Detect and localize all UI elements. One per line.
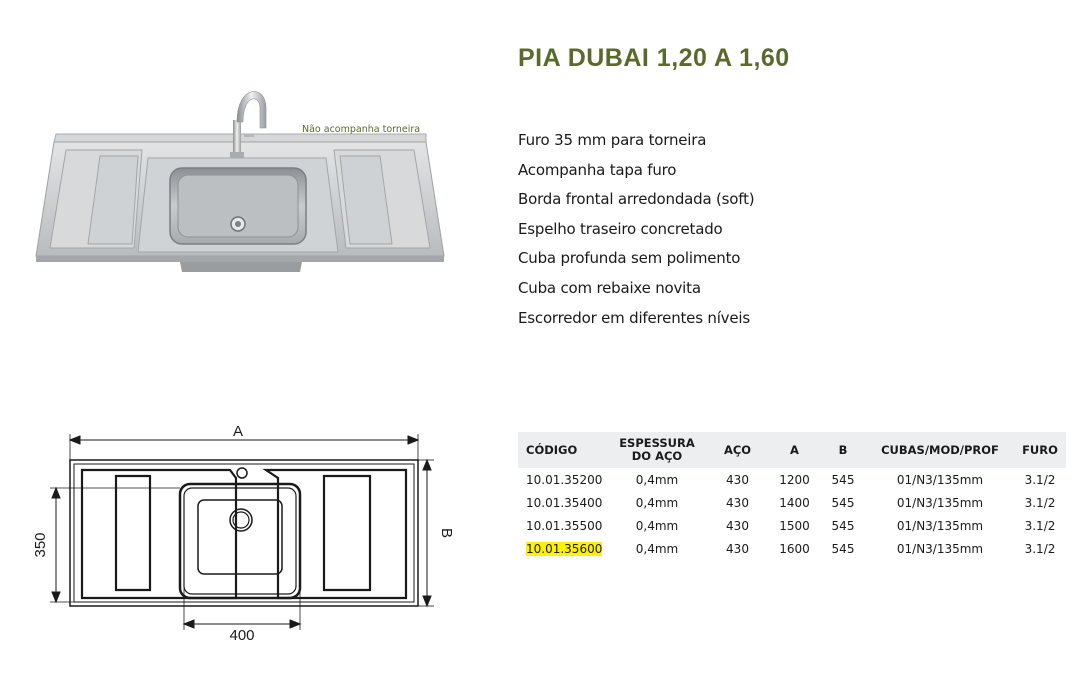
cell-steel: 430 bbox=[726, 518, 749, 533]
cell-b: 545 bbox=[831, 472, 855, 487]
cell-bowls: 01/N3/135mm bbox=[896, 541, 984, 556]
column-header-thickness-line2: DO AÇO bbox=[631, 449, 683, 463]
cell-hole: 3.1/2 bbox=[1024, 472, 1056, 487]
technical-drawing bbox=[30, 420, 455, 650]
cell-code bbox=[518, 537, 608, 560]
cell-hole: 3.1/2 bbox=[1024, 541, 1056, 556]
feature-item: Espelho traseiro concretado bbox=[518, 219, 723, 238]
feature-item: Cuba com rebaixe novita bbox=[518, 278, 701, 297]
spec-table bbox=[518, 432, 1066, 560]
product-title: PIA DUBAI 1,20 A 1,60 bbox=[518, 44, 790, 72]
cell-a: 1500 bbox=[779, 518, 810, 533]
highlighted-code: 10.01.35600 bbox=[526, 541, 603, 556]
cell-a: 1400 bbox=[779, 495, 810, 510]
column-header-thickness-line1: ESPESSURA bbox=[619, 436, 695, 450]
cell-thickness: 0,4mm bbox=[635, 518, 679, 533]
cell-steel: 430 bbox=[726, 495, 749, 510]
column-header-thickness bbox=[608, 432, 706, 468]
feature-list bbox=[518, 128, 754, 335]
cell-thickness: 0,4mm bbox=[635, 495, 679, 510]
cell-steel: 430 bbox=[726, 472, 749, 487]
cell-bowls: 01/N3/135mm bbox=[896, 472, 984, 487]
table-row bbox=[518, 537, 1066, 560]
cell-steel: 430 bbox=[726, 541, 749, 556]
table-row bbox=[518, 468, 1066, 491]
table-row bbox=[518, 491, 1066, 514]
column-header-b: B bbox=[820, 432, 866, 468]
column-header-code: CÓDIGO bbox=[518, 432, 608, 468]
table-header-row bbox=[518, 432, 1066, 468]
cell-code: 10.01.35400 bbox=[526, 495, 603, 510]
cell-thickness: 0,4mm bbox=[635, 541, 679, 556]
cell-bowls: 01/N3/135mm bbox=[896, 495, 984, 510]
cell-bowls: 01/N3/135mm bbox=[896, 518, 984, 533]
column-header-steel: AÇO bbox=[706, 432, 769, 468]
sink-photo bbox=[30, 80, 450, 280]
cell-code: 10.01.35500 bbox=[526, 518, 603, 533]
column-header-bowls: CUBAS/MOD/PROF bbox=[866, 432, 1014, 468]
feature-item: Escorredor em diferentes níveis bbox=[518, 308, 750, 327]
dimension-350-label: 350 bbox=[32, 532, 49, 558]
feature-item: Acompanha tapa furo bbox=[518, 160, 677, 179]
faucet-note: Não acompanha torneira bbox=[302, 124, 421, 135]
cell-b: 545 bbox=[831, 518, 855, 533]
cell-hole: 3.1/2 bbox=[1024, 518, 1056, 533]
cell-hole: 3.1/2 bbox=[1024, 495, 1056, 510]
column-header-a: A bbox=[769, 432, 820, 468]
feature-item: Furo 35 mm para torneira bbox=[518, 131, 707, 149]
cell-b: 545 bbox=[831, 541, 855, 556]
cell-code: 10.01.35200 bbox=[526, 472, 603, 487]
column-header-hole: FURO bbox=[1014, 432, 1066, 468]
dimension-b-label: B bbox=[438, 527, 455, 539]
cell-thickness: 0,4mm bbox=[635, 472, 679, 487]
cell-a: 1600 bbox=[779, 541, 810, 556]
cell-a: 1200 bbox=[779, 472, 810, 487]
table-row bbox=[518, 514, 1066, 537]
dimension-400-label: 400 bbox=[229, 627, 255, 644]
cell-b: 545 bbox=[831, 495, 855, 510]
feature-item: Cuba profunda sem polimento bbox=[518, 249, 741, 268]
feature-item: Borda frontal arredondada (soft) bbox=[518, 190, 755, 209]
dimension-a-label: A bbox=[232, 423, 244, 440]
